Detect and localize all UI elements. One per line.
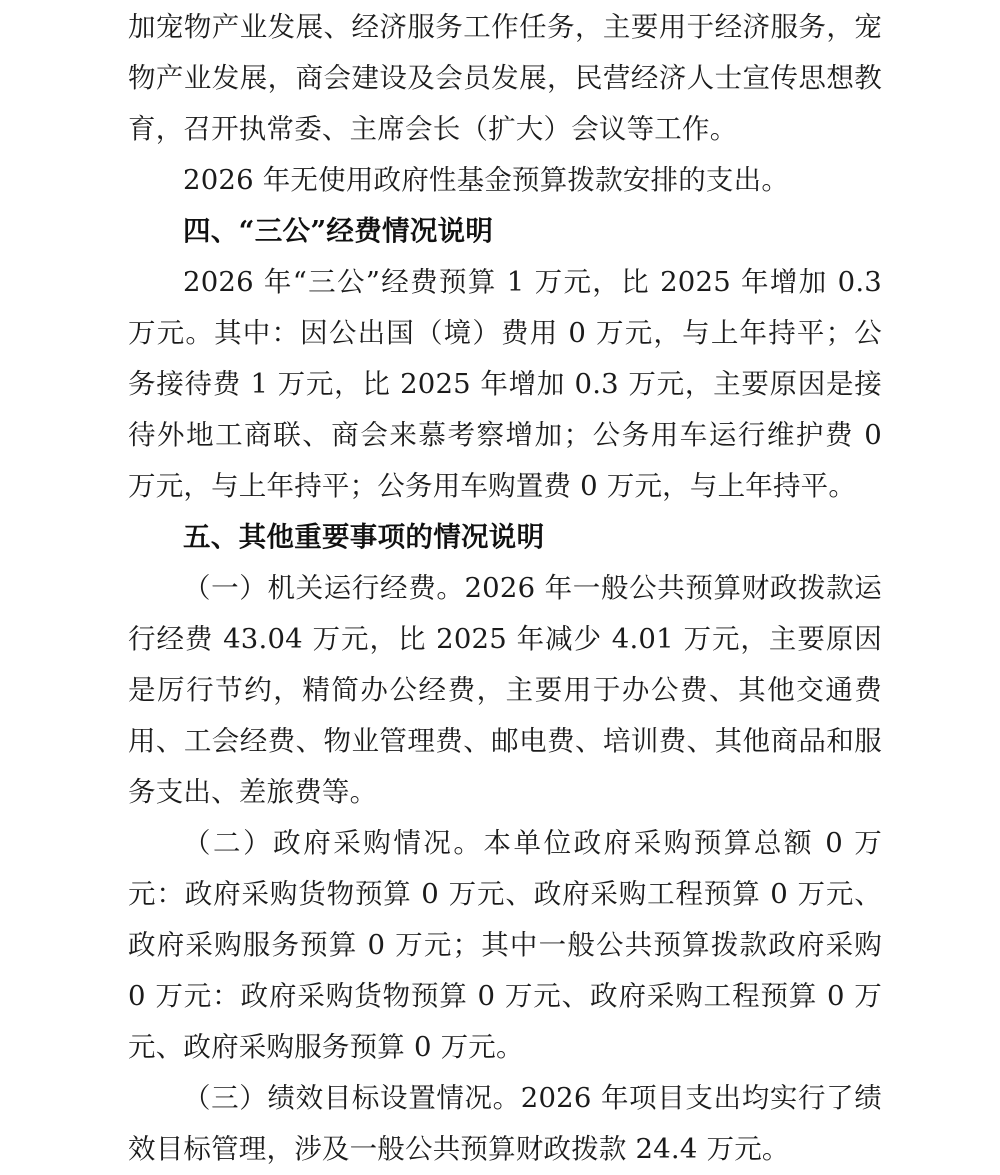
paragraph-item-three-performance-goals: （三）绩效目标设置情况。2026 年项目支出均实行了绩效目标管理，涉及一般公共预算财政拨款 24.4 万元。 (128, 1082, 882, 1165)
paragraph-continuation: 加宠物产业发展、经济服务工作任务，主要用于经济服务，宠物产业发展，商会建设及会员发展，民营经济人士宣传思想教育，召开执常委、主席会长（扩大）会议等工作。 (128, 11, 882, 145)
paragraph-item-two-government-procurement: （二）政府采购情况。本单位政府采购预算总额 0 万元：政府采购货物预算 0 万元、政府采购工程预算 0 万元、政府采购服务预算 0 万元；其中一般公共预算拨款政府采购 0 万元：政府采购货物预算 0 万元、政府采购工程预算 0 万元、政府采购服务预算 0 万元。 (128, 827, 882, 1063)
heading-section-five: 五、其他重要事项的情况说明 (183, 521, 545, 553)
paragraph-three-public-expenses: 2026 年“三公”经费预算 1 万元，比 2025 年增加 0.3 万元。其中：因公出国（境）费用 0 万元，与上年持平；公务接待费 1 万元，比 2025 年增加 0.3 万元，主要原因是接待外地工商联、商会来慕考察增加；公务用车运行维护费 0 万元，与上年持平；公务用车购置费 0 万元，与上年持平。 (128, 266, 882, 502)
paragraph-government-fund: 2026 年无使用政府性基金预算拨款安排的支出。 (183, 164, 790, 196)
heading-section-four: 四、“三公”经费情况说明 (183, 215, 494, 247)
document-body (128, 0, 882, 1175)
paragraph-item-one-operating-funds: （一）机关运行经费。2026 年一般公共预算财政拨款运行经费 43.04 万元，比 2025 年减少 4.01 万元，主要原因是厉行节约，精简办公经费，主要用于办公费、其他交通费用、工会经费、物业管理费、邮电费、培训费、其他商品和服务支出、差旅费等。 (128, 572, 882, 808)
